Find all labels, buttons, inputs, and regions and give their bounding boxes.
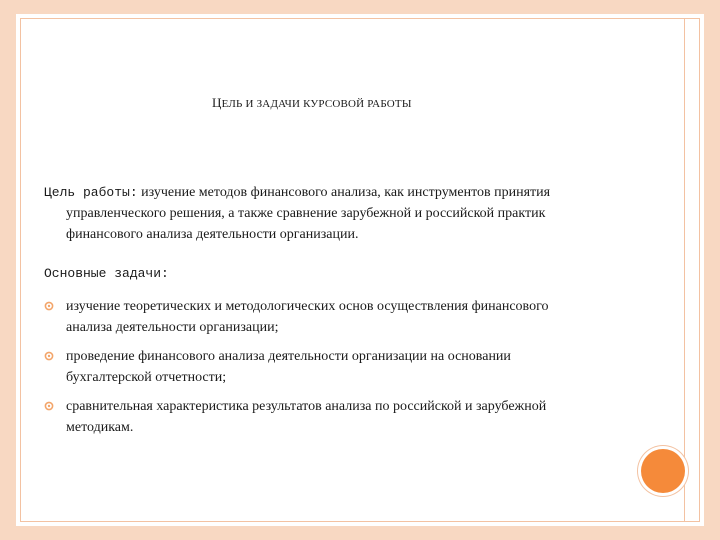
title-rest: ЕЛЬ И ЗАДАЧИ КУРСОВОЙ РАБОТЫ <box>221 98 412 110</box>
ring-bullet-icon <box>44 351 54 361</box>
task-line-1: проведение финансового анализа деятельности организации на основании <box>66 349 511 364</box>
ring-bullet-icon <box>44 301 54 311</box>
task-line-2: бухгалтерской отчетности; <box>66 370 227 385</box>
list-item <box>44 296 644 338</box>
title-first-letter: Ц <box>212 95 222 110</box>
list-item <box>44 346 644 388</box>
tasks-heading: Основные задачи: <box>44 266 169 281</box>
orange-circle-decoration <box>641 449 685 493</box>
task-line-1: сравнительная характеристика результатов анализа по российской и зарубежной <box>66 399 547 414</box>
goal-label: Цель работы: <box>44 185 138 200</box>
frame-bottom-band <box>16 526 704 540</box>
goal-paragraph <box>44 182 644 245</box>
frame-top-band <box>16 0 704 14</box>
goal-line-2: управленческого решения, а также сравнение зарубежной и российской практик <box>66 206 546 221</box>
slide-title <box>0 95 720 111</box>
goal-line-3: финансового анализа деятельности организации. <box>66 227 359 242</box>
task-list <box>44 296 644 446</box>
vertical-rule <box>684 18 685 522</box>
goal-line-1: изучение методов финансового анализа, как инструментов принятия <box>137 185 551 200</box>
task-line-2: анализа деятельности организации; <box>66 320 279 335</box>
frame-left-band <box>0 0 16 540</box>
task-line-1: изучение теоретических и методологических основ осуществления финансового <box>66 299 549 314</box>
ring-bullet-icon <box>44 401 54 411</box>
task-line-2: методикам. <box>66 420 134 435</box>
list-item <box>44 396 644 438</box>
frame-right-band <box>704 0 720 540</box>
